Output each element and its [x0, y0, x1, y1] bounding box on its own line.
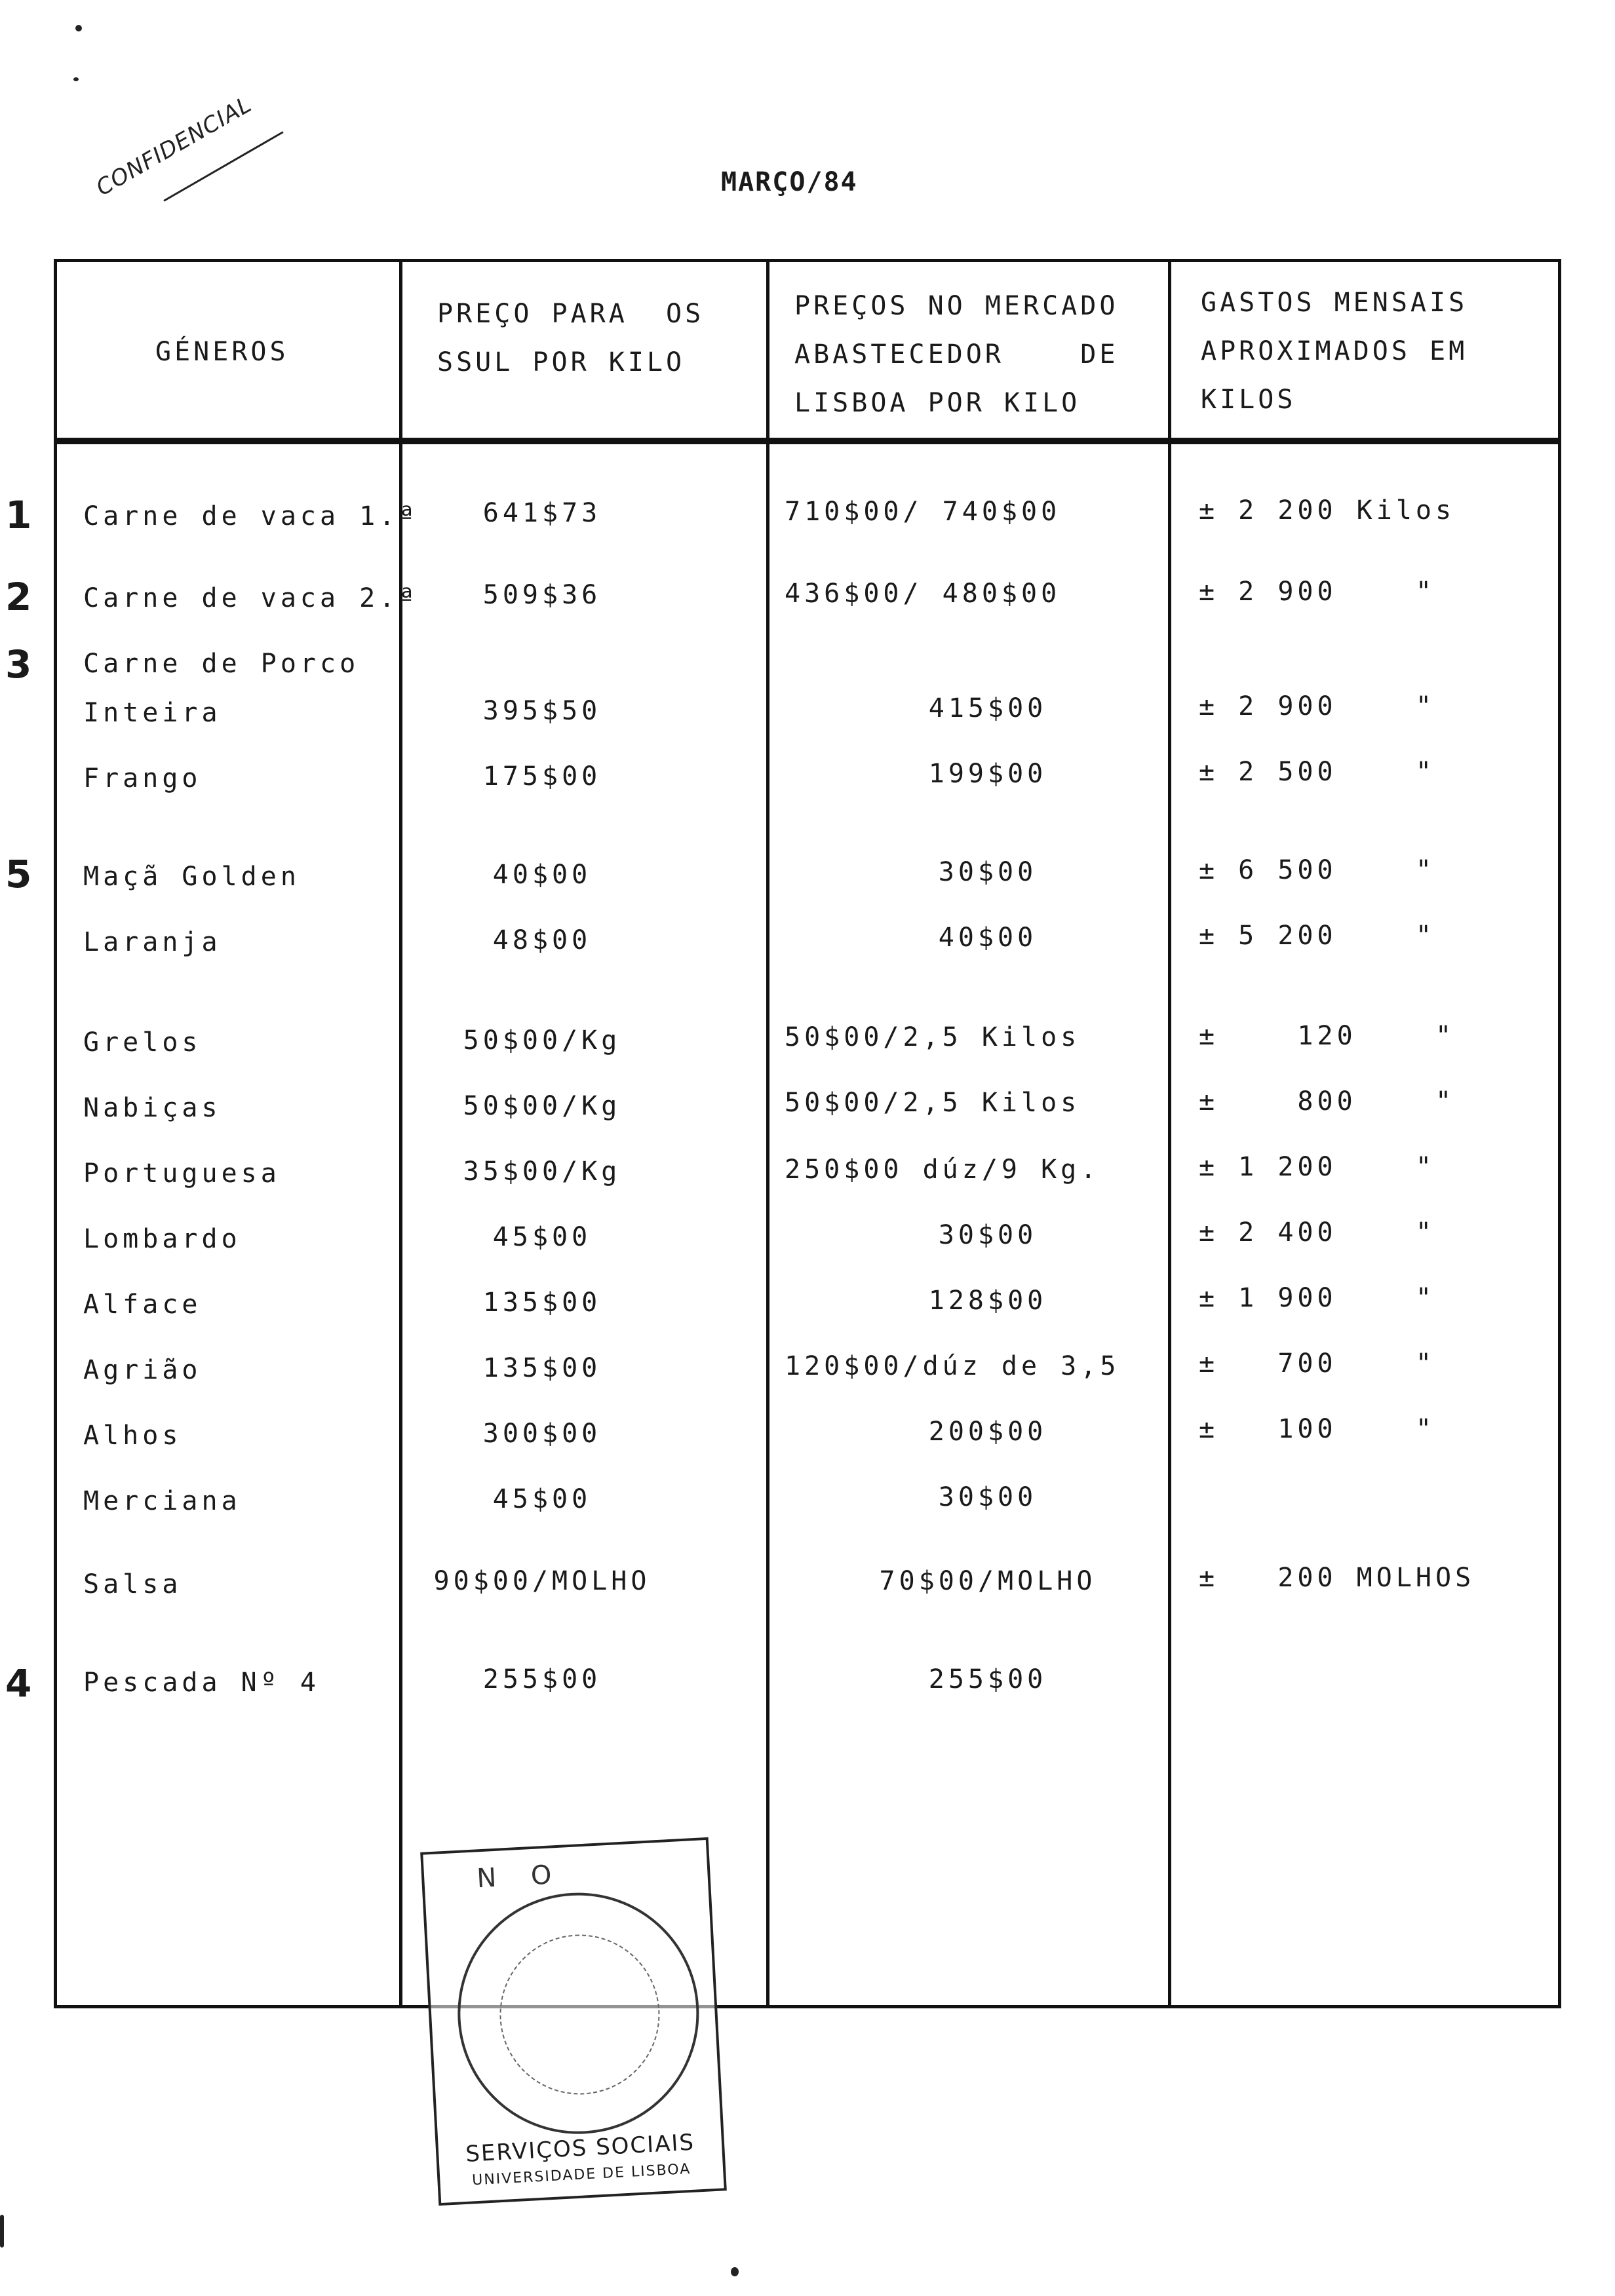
- header-preco-ssul: PREÇO PARA OS SSUL POR KILO: [437, 299, 705, 377]
- preco-mercado-cell: 30$00: [938, 857, 1038, 887]
- gastos-cell: ± 2 900 ": [1199, 577, 1435, 607]
- row-number: 4: [5, 1661, 32, 1706]
- genero-cell: Pescada Nº 4: [83, 1668, 320, 1698]
- preco-ssul-cell: 35$00/Kg: [463, 1157, 621, 1187]
- preco-mercado-cell: 40$00: [938, 923, 1038, 953]
- preco-mercado-cell: 120$00/dúz de 3,5: [785, 1351, 1120, 1381]
- header-gastos: GASTOS MENSAIS APROXIMADOS EM KILOS: [1201, 288, 1468, 415]
- gastos-cell: ± 2 900 ": [1199, 691, 1435, 721]
- genero-cell: Nabiças: [83, 1093, 222, 1123]
- preco-ssul-cell: 135$00: [482, 1353, 602, 1383]
- gastos-cell: ± 800 ": [1199, 1086, 1456, 1117]
- gastos-cell: ± 6 500 ": [1199, 855, 1435, 885]
- preco-mercado-cell: 199$00: [928, 759, 1047, 789]
- genero-cell: Lombardo: [83, 1224, 241, 1254]
- gastos-cell: ± 2 400 ": [1199, 1217, 1435, 1248]
- preco-ssul-cell: 509$36: [482, 580, 602, 610]
- genero-cell: Laranja: [83, 927, 222, 957]
- preco-ssul-cell: 45$00: [492, 1484, 592, 1514]
- gastos-cell: ± 1 200 ": [1199, 1152, 1435, 1182]
- header-separator: [57, 438, 1558, 444]
- preco-ssul-cell: 50$00/Kg: [463, 1091, 621, 1121]
- genero-cell: Carne de Porco: [83, 649, 360, 679]
- preco-ssul-cell: 395$50: [482, 696, 602, 726]
- scan-speck: [0, 2215, 4, 2248]
- genero-cell: Merciana: [83, 1486, 241, 1516]
- preco-mercado-cell: 415$00: [928, 693, 1047, 723]
- genero-cell: Carne de vaca 1.ª: [83, 501, 419, 531]
- row-number: 2: [5, 575, 32, 619]
- column-divider: [766, 262, 769, 2005]
- stamp-seal: [452, 1886, 705, 2140]
- preco-mercado-cell: 436$00/ 480$00: [785, 579, 1061, 609]
- gastos-cell: ± 1 900 ": [1199, 1283, 1435, 1313]
- preco-ssul-cell: 40$00: [492, 860, 592, 890]
- genero-cell: Portuguesa: [83, 1158, 281, 1189]
- genero-cell: Alhos: [83, 1421, 182, 1451]
- genero-cell: Inteira: [83, 698, 222, 728]
- preco-mercado-cell: 30$00: [938, 1220, 1038, 1250]
- gastos-cell: ± 100 ": [1199, 1414, 1435, 1444]
- confidential-annotation: CONFIDENCIAL: [92, 91, 256, 202]
- preco-ssul-cell: 50$00/Kg: [463, 1025, 621, 1056]
- preco-ssul-cell: 90$00/MOLHO: [433, 1566, 651, 1596]
- preco-mercado-cell: 30$00: [938, 1482, 1038, 1512]
- official-stamp: [420, 1837, 727, 2206]
- preco-ssul-cell: 48$00: [492, 925, 592, 955]
- header-generos: GÉNEROS: [155, 337, 289, 367]
- preco-mercado-cell: 50$00/2,5 Kilos: [785, 1022, 1081, 1052]
- genero-cell: Alface: [83, 1290, 202, 1320]
- stamp-line-2: UNIVERSIDADE DE LISBOA: [471, 2160, 691, 2189]
- row-number: 1: [5, 493, 32, 537]
- column-divider: [1168, 262, 1171, 2005]
- genero-cell: Agrião: [83, 1355, 202, 1385]
- gastos-cell: ± 200 MOLHOS: [1199, 1563, 1475, 1593]
- gastos-cell: ± 2 500 ": [1199, 757, 1435, 787]
- preco-mercado-cell: 70$00/MOLHO: [879, 1566, 1097, 1596]
- price-table: [54, 259, 1561, 2008]
- row-number: 5: [5, 852, 32, 896]
- preco-mercado-cell: 710$00/ 740$00: [785, 497, 1061, 527]
- stamp-line-1: SERVIÇOS SOCIAIS: [465, 2129, 695, 2168]
- preco-ssul-cell: 135$00: [482, 1288, 602, 1318]
- genero-cell: Salsa: [83, 1569, 182, 1599]
- preco-mercado-cell: 200$00: [928, 1417, 1047, 1447]
- gastos-cell: ± 120 ": [1199, 1021, 1456, 1051]
- gastos-cell: ± 2 200 Kilos: [1199, 495, 1456, 526]
- page-title: MARÇO/84: [721, 167, 858, 197]
- genero-cell: Frango: [83, 763, 202, 794]
- genero-cell: Carne de vaca 2.ª: [83, 583, 419, 613]
- gastos-cell: ± 700 ": [1199, 1349, 1435, 1379]
- scan-speck: [75, 25, 82, 31]
- genero-cell: Maçã Golden: [83, 862, 300, 892]
- preco-ssul-cell: 175$00: [482, 761, 602, 792]
- preco-mercado-cell: 128$00: [928, 1286, 1047, 1316]
- preco-ssul-cell: 45$00: [492, 1222, 592, 1252]
- preco-ssul-cell: 641$73: [482, 498, 602, 528]
- scan-speck: [731, 2267, 739, 2276]
- preco-mercado-cell: 250$00 dúz/9 Kg.: [785, 1155, 1100, 1185]
- header-preco-mercado: PREÇOS NO MERCADO ABASTECEDOR DE LISBOA POR KILO: [794, 291, 1119, 418]
- preco-mercado-cell: 50$00/2,5 Kilos: [785, 1088, 1081, 1118]
- stamp-seal-inner: [496, 1930, 663, 2098]
- scan-speck: [73, 77, 79, 81]
- preco-ssul-cell: 300$00: [482, 1419, 602, 1449]
- genero-cell: Grelos: [83, 1027, 202, 1058]
- stamp-top-text: N O: [476, 1859, 566, 1894]
- preco-mercado-cell: 255$00: [928, 1664, 1047, 1694]
- preco-ssul-cell: 255$00: [482, 1664, 602, 1694]
- row-number: 3: [5, 642, 32, 687]
- gastos-cell: ± 5 200 ": [1199, 921, 1435, 951]
